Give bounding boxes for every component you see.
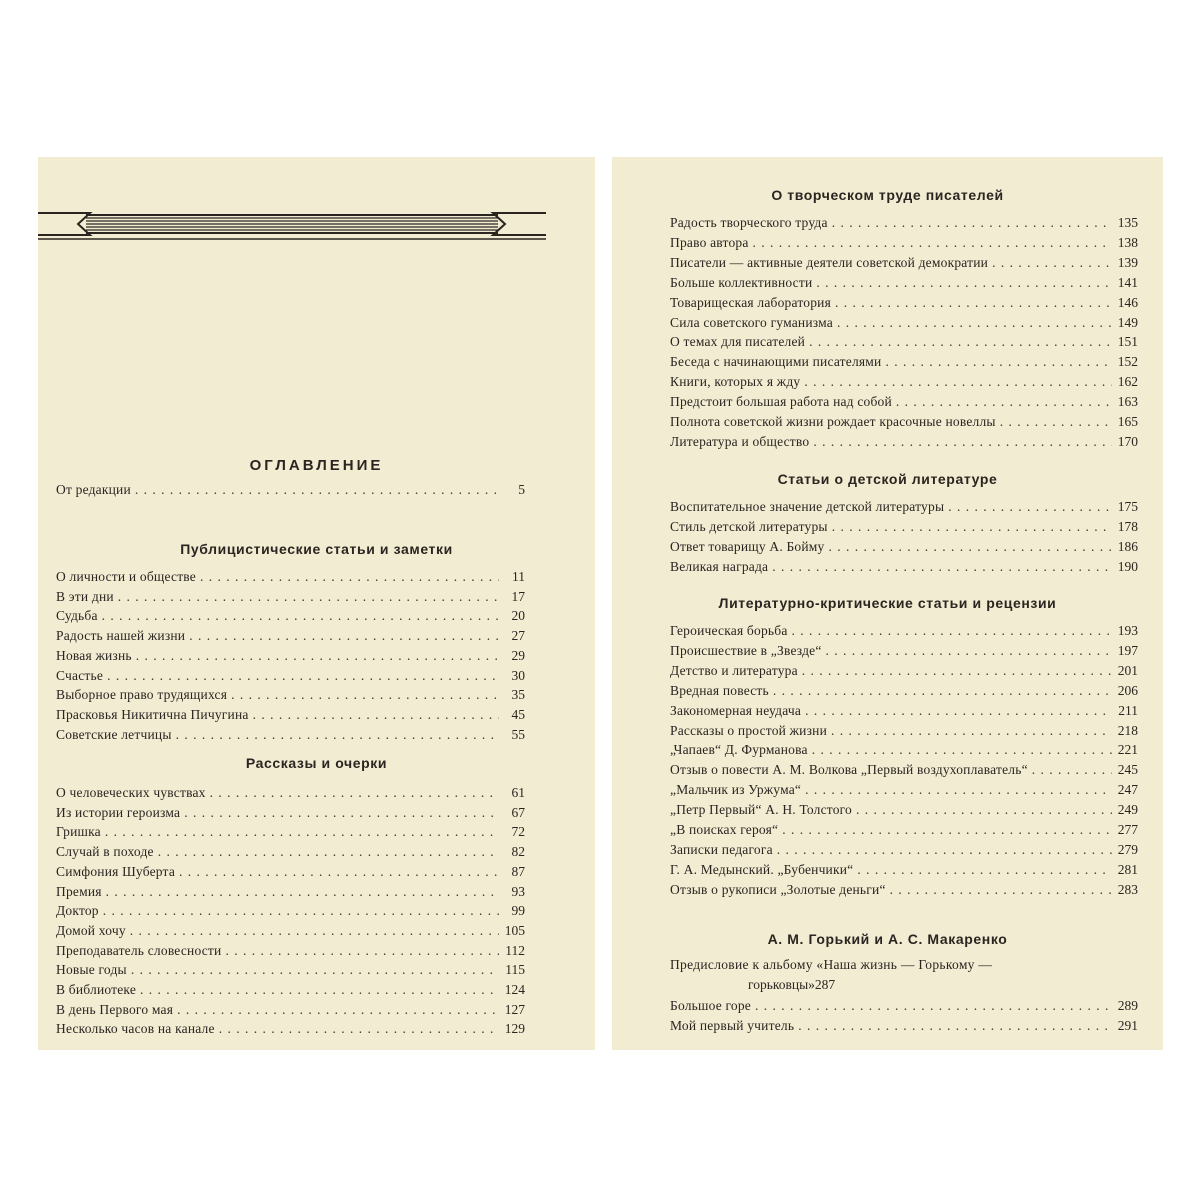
section-heading: О творческом труде писателей — [771, 187, 1004, 203]
toc-entry — [670, 779, 1138, 799]
entry-title: Воспитательное значение детской литературы — [670, 499, 945, 514]
entry-title-continued — [670, 975, 1138, 995]
toc-title: ОГЛАВЛЕНИЕ — [249, 457, 384, 474]
toc-entry — [670, 292, 1138, 312]
toc-entry — [56, 940, 525, 960]
book-gutter — [595, 157, 612, 1050]
entry-page: 152 — [1117, 354, 1138, 370]
leader-dots — [1000, 413, 1112, 431]
header-ornament — [38, 157, 595, 257]
leader-dots — [184, 804, 499, 822]
entry-page: 105 — [504, 922, 525, 938]
entry-page: 178 — [1117, 518, 1138, 534]
entry-page: 279 — [1117, 841, 1138, 857]
leader-dots — [1032, 761, 1112, 779]
entry-title: Премия — [56, 883, 102, 899]
leader-dots — [210, 784, 499, 802]
leader-dots — [106, 883, 499, 901]
entry-page: 165 — [1117, 414, 1138, 429]
entry-title: Отзыв о рукописи „Золотые деньги“ — [670, 881, 886, 897]
toc-entry — [56, 782, 525, 802]
leader-dots — [831, 722, 1112, 740]
section-heading: Статьи о детской литературе — [777, 471, 998, 487]
toc-entry — [670, 272, 1138, 292]
entry-title: Предисловие к альбому «Наша жизнь — Горькому — — [670, 957, 993, 972]
entry-title: Ответ товарищу А. Бойму — [670, 538, 825, 554]
entry-title: Рассказы о простой жизни — [670, 722, 827, 738]
entry-page: 139 — [1117, 254, 1138, 270]
entry-title: „Мальчик из Уржума“ — [670, 782, 802, 798]
toc-entry — [670, 212, 1138, 232]
toc-entry — [56, 605, 525, 625]
toc-entry — [56, 979, 525, 999]
entry-page: 61 — [511, 785, 525, 800]
entry-page: 163 — [1117, 394, 1138, 410]
toc-entry — [670, 680, 1138, 700]
leader-dots — [105, 823, 499, 841]
toc-entry — [56, 645, 525, 665]
entry-title: Полнота советской жизни рождает красочные новеллы — [670, 414, 996, 429]
toc-entry — [670, 411, 1138, 431]
entry-page: 29 — [511, 647, 525, 663]
toc-entry — [670, 496, 1138, 516]
leader-dots — [798, 1017, 1112, 1035]
entry-page: 281 — [1117, 861, 1138, 877]
leader-dots — [812, 741, 1112, 759]
toc-entry — [670, 700, 1138, 720]
entry-title: Новая жизнь — [56, 647, 132, 663]
entry-title: Судьба — [56, 608, 98, 624]
entry-title: Гришка — [56, 824, 101, 840]
entry-title: В библиотеке — [56, 982, 137, 997]
leader-dots — [809, 333, 1112, 351]
entry-title: „В поисках героя“ — [670, 822, 779, 837]
entry-page: 124 — [504, 982, 525, 997]
left-page — [38, 157, 595, 1050]
section-heading: А. М. Горький и А. С. Макаренко — [767, 931, 1008, 947]
leader-dots — [231, 686, 499, 704]
entry-title: О человеческих чувствах — [56, 785, 206, 800]
entry-title: Прасковья Никитична Пичугина — [56, 706, 249, 722]
leader-dots — [813, 433, 1112, 451]
leader-dots — [826, 642, 1112, 660]
entry-page: 201 — [1117, 662, 1138, 678]
toc-entry — [670, 1015, 1138, 1035]
leader-dots — [179, 863, 499, 881]
toc-entry — [56, 724, 525, 744]
leader-dots — [136, 647, 499, 665]
entry-title: Случай в походе — [56, 844, 154, 860]
entry-title: Происшествие в „Звезде“ — [670, 642, 822, 658]
toc-entry — [56, 802, 525, 822]
entry-page: 211 — [1118, 702, 1138, 718]
leader-dots — [856, 801, 1112, 819]
entry-page: 67 — [511, 804, 525, 820]
entry-title: Беседа с начинающими писателями — [670, 354, 882, 370]
toc-entry — [56, 900, 525, 920]
entry-page: 99 — [511, 903, 525, 919]
entry-title: „Петр Первый“ А. Н. Толстого — [670, 802, 853, 818]
toc-entry-intro — [56, 479, 525, 499]
toc-entry — [56, 821, 525, 841]
entry-page: 11 — [512, 569, 525, 584]
toc-entry — [670, 839, 1138, 859]
toc-entry — [670, 232, 1138, 252]
toc-entry — [670, 739, 1138, 759]
entry-title: Г. А. Медынский. „Бубенчики“ — [670, 861, 854, 877]
toc-entry — [670, 556, 1138, 576]
entry-title: От редакции — [56, 482, 131, 497]
entry-page: 283 — [1117, 881, 1138, 897]
entry-page: 30 — [511, 667, 525, 683]
entry-page: 186 — [1117, 538, 1138, 554]
entry-page: 291 — [1117, 1017, 1138, 1033]
leader-dots — [755, 997, 1112, 1015]
entry-page: 27 — [511, 628, 525, 644]
leader-dots — [753, 234, 1112, 252]
entry-title: В эти дни — [56, 588, 114, 604]
entry-page: 127 — [504, 1001, 525, 1017]
entry-title: Большое горе — [670, 998, 751, 1013]
entry-title: Предстоит большая работа над собой — [670, 394, 892, 410]
entry-page: 193 — [1117, 623, 1138, 638]
leader-dots — [103, 902, 499, 920]
toc-entry — [670, 536, 1138, 556]
entry-page: 82 — [511, 844, 525, 860]
leader-dots — [177, 1001, 499, 1019]
leader-dots — [828, 538, 1112, 556]
entry-title: Больше коллективности — [670, 274, 813, 290]
toc-entry — [670, 819, 1138, 839]
toc-entry — [670, 252, 1138, 272]
section-heading: Рассказы и очерки — [245, 755, 388, 771]
toc-entry — [56, 704, 525, 724]
entry-page: 277 — [1117, 822, 1138, 837]
entry-title: Несколько часов на канале — [56, 1021, 215, 1037]
leader-dots — [835, 294, 1112, 312]
entry-title: Героическая борьба — [670, 623, 788, 638]
right-page — [612, 157, 1163, 1050]
entry-title: Счастье — [56, 667, 104, 683]
entry-page: 20 — [511, 608, 525, 624]
toc-entry — [56, 566, 525, 586]
leader-dots — [992, 254, 1112, 272]
entry-page: 162 — [1117, 374, 1138, 390]
leader-dots — [805, 781, 1112, 799]
leader-dots — [773, 682, 1112, 700]
leader-dots — [130, 922, 499, 940]
entry-title: Книги, которых я жду — [670, 374, 801, 390]
entry-page: 170 — [1117, 433, 1138, 449]
leader-dots — [948, 498, 1112, 516]
entry-page: 55 — [511, 726, 525, 742]
toc-entry — [670, 955, 1138, 995]
toc-entry — [56, 841, 525, 861]
entry-title-cont: горьковцы» — [748, 977, 815, 992]
entry-title: Товарищеская лаборатория — [670, 294, 831, 310]
leader-dots — [140, 981, 499, 999]
toc-entry — [670, 431, 1138, 451]
entry-title: Детство и литература — [670, 662, 798, 678]
entry-page: 129 — [504, 1021, 525, 1037]
toc-entry — [56, 861, 525, 881]
toc-entry — [670, 720, 1138, 740]
entry-title: Стиль детской литературы — [670, 518, 828, 534]
toc-entry — [670, 879, 1138, 899]
toc-entry — [670, 995, 1138, 1015]
entry-page: 5 — [518, 482, 525, 497]
entry-title: Мой первый учитель — [670, 1017, 795, 1033]
entry-title: Писатели — активные деятели советской демократии — [670, 254, 989, 270]
toc-entry — [670, 371, 1138, 391]
entry-page: 287 — [814, 977, 836, 992]
entry-page: 72 — [511, 824, 525, 840]
entry-page: 112 — [505, 942, 525, 958]
entry-title: В день Первого мая — [56, 1001, 174, 1017]
entry-page: 221 — [1117, 742, 1138, 758]
entry-title: Выборное право трудящихся — [56, 687, 228, 703]
entry-page: 17 — [511, 588, 525, 604]
section-heading: Литературно-критические статьи и рецензии — [718, 595, 1057, 611]
entry-title: Записки педагога — [670, 841, 773, 857]
toc-entry — [670, 391, 1138, 411]
toc-entry — [670, 759, 1138, 779]
entry-page: 141 — [1117, 274, 1138, 290]
leader-dots — [816, 274, 1112, 292]
toc-entry — [670, 331, 1138, 351]
leader-dots — [896, 393, 1112, 411]
entry-page: 135 — [1117, 215, 1138, 230]
toc-entry — [56, 586, 525, 606]
toc-entry — [670, 660, 1138, 680]
entry-title: Отзыв о повести А. М. Волкова „Первый воздухоплаватель“ — [670, 762, 1028, 778]
leader-dots — [805, 702, 1112, 720]
toc-entry — [56, 684, 525, 704]
entry-title: Домой хочу — [56, 922, 126, 938]
toc-entry — [56, 625, 525, 645]
entry-title: „Чапаев“ Д. Фурманова — [670, 742, 808, 758]
leader-dots — [225, 942, 499, 960]
leader-dots — [219, 1020, 499, 1038]
entry-title: О темах для писателей — [670, 334, 806, 350]
toc-entry — [56, 665, 525, 685]
leader-dots — [885, 353, 1112, 371]
entry-title: Новые годы — [56, 962, 127, 978]
entry-page: 245 — [1117, 762, 1138, 778]
leader-dots — [176, 726, 499, 744]
entry-title: Право автора — [670, 234, 749, 250]
leader-dots — [890, 881, 1112, 899]
entry-page: 149 — [1117, 314, 1138, 330]
entry-page: 190 — [1117, 558, 1138, 574]
entry-title: Сила советского гуманизма — [670, 314, 833, 330]
section-heading: Публицистические статьи и заметки — [180, 541, 453, 557]
entry-page: 218 — [1117, 722, 1138, 738]
entry-title: Из истории героизма — [56, 804, 181, 820]
entry-page: 138 — [1117, 234, 1138, 250]
leader-dots — [782, 821, 1112, 839]
entry-title: Преподаватель словесности — [56, 942, 222, 958]
leader-dots — [135, 481, 499, 499]
toc-entry — [56, 881, 525, 901]
leader-dots — [792, 622, 1112, 640]
entry-page: 151 — [1117, 334, 1138, 350]
toc-entry — [56, 920, 525, 940]
entry-page: 289 — [1117, 998, 1138, 1013]
leader-dots — [804, 373, 1112, 391]
leader-dots — [772, 558, 1112, 576]
entry-title: Литература и общество — [670, 433, 810, 449]
toc-entry — [56, 1018, 525, 1038]
leader-dots — [832, 214, 1112, 232]
toc-entry — [670, 640, 1138, 660]
entry-title: Симфония Шуберта — [56, 863, 176, 879]
toc-entry — [670, 859, 1138, 879]
leader-dots — [158, 843, 499, 861]
toc-entry — [56, 999, 525, 1019]
entry-title: Закономерная неудача — [670, 702, 802, 718]
entry-page: 115 — [505, 962, 525, 978]
entry-title: Радость нашей жизни — [56, 628, 186, 644]
leader-dots — [777, 841, 1112, 859]
leader-dots — [118, 588, 499, 606]
leader-dots — [107, 667, 499, 685]
leader-dots — [802, 662, 1112, 680]
leader-dots — [189, 627, 499, 645]
toc-entry — [670, 516, 1138, 536]
entry-title: О личности и обществе — [56, 569, 196, 584]
entry-page: 249 — [1117, 802, 1138, 818]
entry-page: 146 — [1117, 294, 1138, 310]
toc-entry — [670, 312, 1138, 332]
leader-dots — [837, 314, 1112, 332]
entry-page: 87 — [511, 863, 525, 879]
entry-page: 197 — [1117, 642, 1138, 658]
leader-dots — [253, 706, 499, 724]
toc-entry — [670, 351, 1138, 371]
entry-title: Доктор — [56, 903, 99, 919]
leader-dots — [131, 961, 499, 979]
entry-page: 247 — [1117, 782, 1138, 798]
toc-entry — [670, 799, 1138, 819]
entry-page: 206 — [1117, 682, 1138, 698]
leader-dots — [200, 568, 499, 586]
toc-entry — [670, 620, 1138, 640]
entry-title: Великая награда — [670, 558, 769, 574]
entry-page: 175 — [1117, 499, 1138, 514]
entry-page: 45 — [511, 706, 525, 722]
entry-title: Вредная повесть — [670, 682, 769, 698]
entry-page: 35 — [511, 687, 525, 703]
toc-entry — [56, 959, 525, 979]
leader-dots — [832, 518, 1112, 536]
entry-title: Радость творческого труда — [670, 215, 828, 230]
leader-dots — [102, 607, 499, 625]
leader-dots — [857, 861, 1112, 879]
entry-title: Советские летчицы — [56, 726, 172, 742]
entry-page: 93 — [511, 883, 525, 899]
